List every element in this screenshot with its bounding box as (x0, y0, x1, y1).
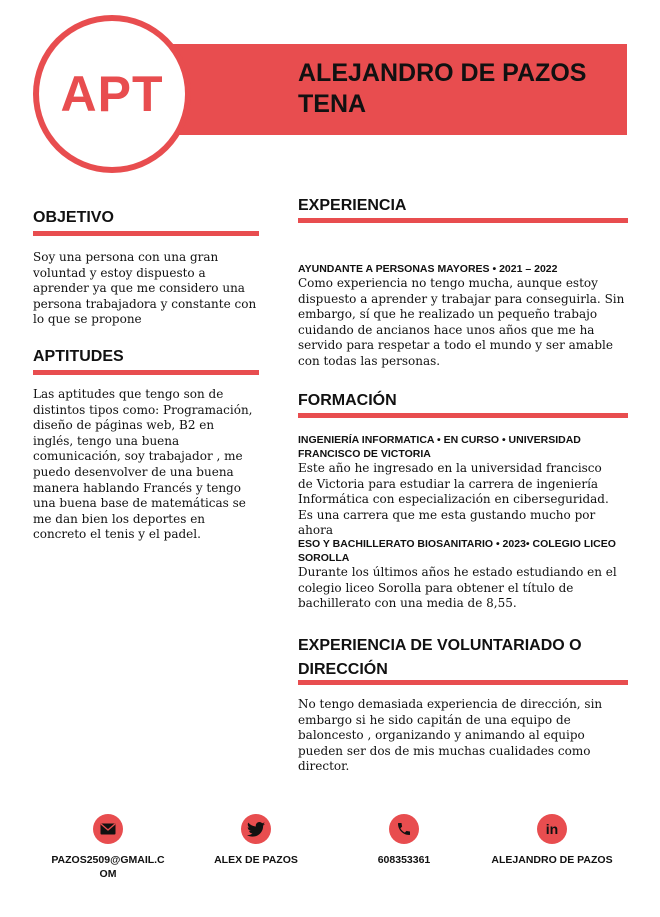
experience-entry (298, 262, 628, 370)
contact-email[interactable] (33, 814, 183, 881)
objective-text: Soy una persona con una gran voluntad y estoy dispuesto a aprender ya que me considero una persona trabajadora y constante con lo que se propone (33, 250, 257, 327)
email-label: PAZOS2509@GMAIL.COM (51, 854, 165, 880)
education-heading: INGENIERÍA INFORMATICA • EN CURSO • UNIVERSIDAD FRANCISCO DE VICTORIA (298, 434, 581, 460)
experience-rule (298, 218, 628, 223)
experience-job-text: Como experiencia no tengo mucha, aunque estoy dispuesto a aprender y trabajar para conseguirla. Sin embargo, sí que he realizado un pequeño trabajo cuidando de ancianos hace unos años que me ha servido para respetar a todo el mundo y ser amable con todas las personas. (298, 276, 625, 368)
skills-text: Las aptitudes que tengo son de distintos tipos como: Programación, diseño de páginas web, B2 en inglés, tengo una buena comunicación, soy trabajador , me puedo desenvolver de una buena manera hablando Francés y tengo una buena base de matemáticas se me dan bien los deportes en concreto el tenis y el padel. (33, 387, 253, 542)
volunteering-text: No tengo demasiada experiencia de dirección, sin embargo si he sido capitán de una equipo de baloncesto , organizando y animando al equipo pueden ser dos de mis muchas cualidades como director. (298, 697, 603, 774)
objective-rule (33, 231, 259, 236)
monogram-initials: APT (60, 66, 164, 122)
linkedin-icon: in (537, 814, 567, 844)
education-text: Durante los últimos años he estado estudiando en el colegio liceo Sorolla para obtener el título de bachillerato con una media de 8,55. (298, 565, 617, 611)
skills-rule (33, 370, 259, 375)
twitter-icon (241, 814, 271, 844)
education-title: FORMACIÓN (298, 392, 397, 409)
contact-linkedin[interactable] (477, 814, 627, 867)
twitter-label: ALEX DE PAZOS (214, 854, 298, 866)
contact-twitter[interactable] (181, 814, 331, 867)
experience-job-heading: AYUNDANTE A PERSONAS MAYORES • 2021 – 2022 (298, 263, 558, 275)
education-rule (298, 413, 628, 418)
email-icon (93, 814, 123, 844)
education-text: Este año he ingresado en la universidad francisco de Victoria para estudiar la carrera de ingeniería Informática con especialización en ciberseguridad. Es una carrera que me esta gustando mucho por ahora (298, 461, 609, 538)
skills-title: APTITUDES (33, 348, 124, 365)
contact-phone[interactable] (329, 814, 479, 867)
phone-icon (389, 814, 419, 844)
monogram-badge (33, 15, 191, 173)
objective-title: OBJETIVO (33, 209, 114, 226)
experience-title: EXPERIENCIA (298, 197, 407, 214)
education-heading: ESO Y BACHILLERATO BIOSANITARIO • 2023• COLEGIO LICEO SOROLLA (298, 538, 616, 564)
volunteering-title: EXPERIENCIA DE VOLUNTARIADO O DIRECCIÓN (298, 637, 582, 678)
linkedin-label: ALEJANDRO DE PAZOS (491, 854, 613, 866)
volunteering-rule (298, 680, 628, 685)
phone-label: 608353361 (377, 854, 431, 866)
education-entry-1 (298, 433, 618, 539)
full-name: ALEJANDRO DE PAZOS TENA (298, 59, 587, 118)
education-entry-2 (298, 537, 618, 612)
